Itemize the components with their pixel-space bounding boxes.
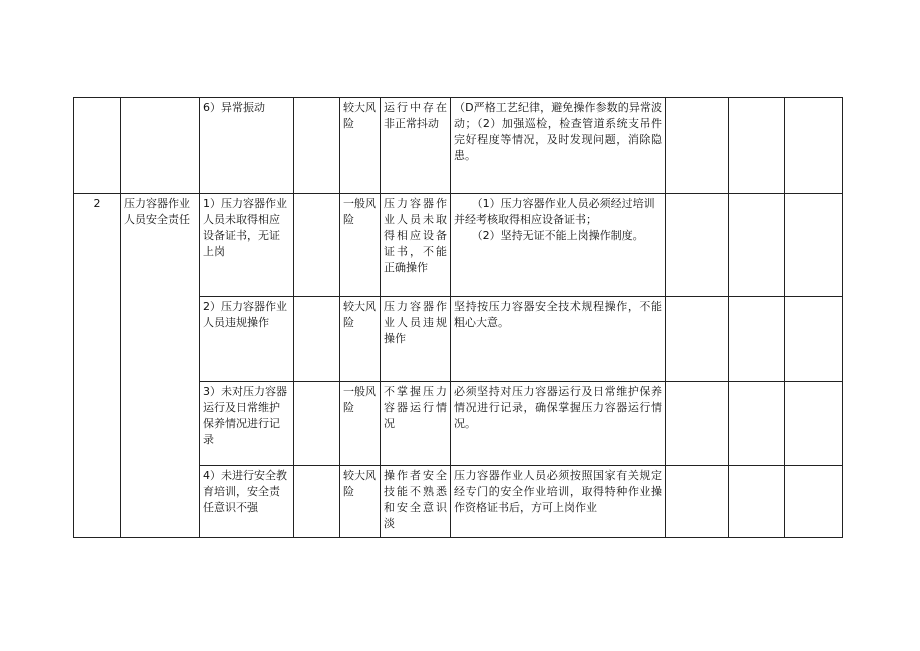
category-cell <box>121 98 200 194</box>
empty-cell <box>729 297 785 382</box>
hazard-item-cell: 4）未进行安全教育培训，安全责任意识不强 <box>200 466 294 538</box>
control-measures-cell: 压力容器作业人员必须按照国家有关规定经专门的安全作业培训，取得特种作业操作资格证书后，方可上岗作业 <box>451 466 666 538</box>
consequence-cell: 操作者安全技能不熟悉和安全意识淡 <box>381 466 451 538</box>
empty-cell <box>294 297 340 382</box>
empty-cell <box>666 194 729 297</box>
empty-cell <box>666 466 729 538</box>
risk-level-cell: 较大风险 <box>340 297 381 382</box>
risk-level-cell: 一般风险 <box>340 194 381 297</box>
consequence-cell: 压力容器作业人员违规操作 <box>381 297 451 382</box>
empty-cell <box>666 382 729 466</box>
number-cell: 2 <box>74 194 121 538</box>
number-cell <box>74 98 121 194</box>
table-row <box>74 98 843 194</box>
empty-cell <box>729 98 785 194</box>
empty-cell <box>785 382 843 466</box>
empty-cell <box>729 466 785 538</box>
empty-cell <box>785 466 843 538</box>
risk-level-cell: 一般风险 <box>340 382 381 466</box>
consequence-cell: 压力容器作业人员未取得相应设备证书，不能正确操作 <box>381 194 451 297</box>
hazard-item-cell: 1）压力容器作业人员未取得相应设备证书，无证上岗 <box>200 194 294 297</box>
empty-cell <box>666 297 729 382</box>
hazard-item-cell: 2）压力容器作业人员违规操作 <box>200 297 294 382</box>
empty-cell <box>785 297 843 382</box>
empty-cell <box>294 466 340 538</box>
control-measures-cell <box>451 194 666 297</box>
empty-cell <box>294 98 340 194</box>
empty-cell <box>294 194 340 297</box>
empty-cell <box>666 98 729 194</box>
table-row <box>74 194 843 297</box>
consequence-cell: 运行中存在非正常抖动 <box>381 98 451 194</box>
empty-cell <box>294 382 340 466</box>
hazard-item-cell: 6）异常振动 <box>200 98 294 194</box>
empty-cell <box>785 194 843 297</box>
control-measures-cell: 坚持按压力容器安全技术规程操作，不能粗心大意。 <box>451 297 666 382</box>
control-measures-cell: 必须坚持对压力容器运行及日常维护保养情况进行记录，确保掌握压力容器运行情况。 <box>451 382 666 466</box>
category-cell: 压力容器作业人员安全责任 <box>121 194 200 538</box>
hazard-item-cell: 3）未对压力容器运行及日常维护保养情况进行记录 <box>200 382 294 466</box>
empty-cell <box>729 194 785 297</box>
empty-cell <box>785 98 843 194</box>
control-measures-cell: （D严格工艺纪律，避免操作参数的异常波动；（2）加强巡检，检查管道系统支吊件完好程度等情况，及时发现问题，消除隐患。 <box>451 98 666 194</box>
risk-level-cell: 较大风险 <box>340 466 381 538</box>
risk-level-cell: 较大风险 <box>340 98 381 194</box>
control-measure-line: （2）坚持无证不能上岗操作制度。 <box>471 229 644 242</box>
risk-assessment-table <box>73 97 843 538</box>
control-measure-line: （1）压力容器作业人员必须经过培训并经考核取得相应设备证书； <box>454 197 655 226</box>
consequence-cell: 不掌握压力容器运行情况 <box>381 382 451 466</box>
empty-cell <box>729 382 785 466</box>
